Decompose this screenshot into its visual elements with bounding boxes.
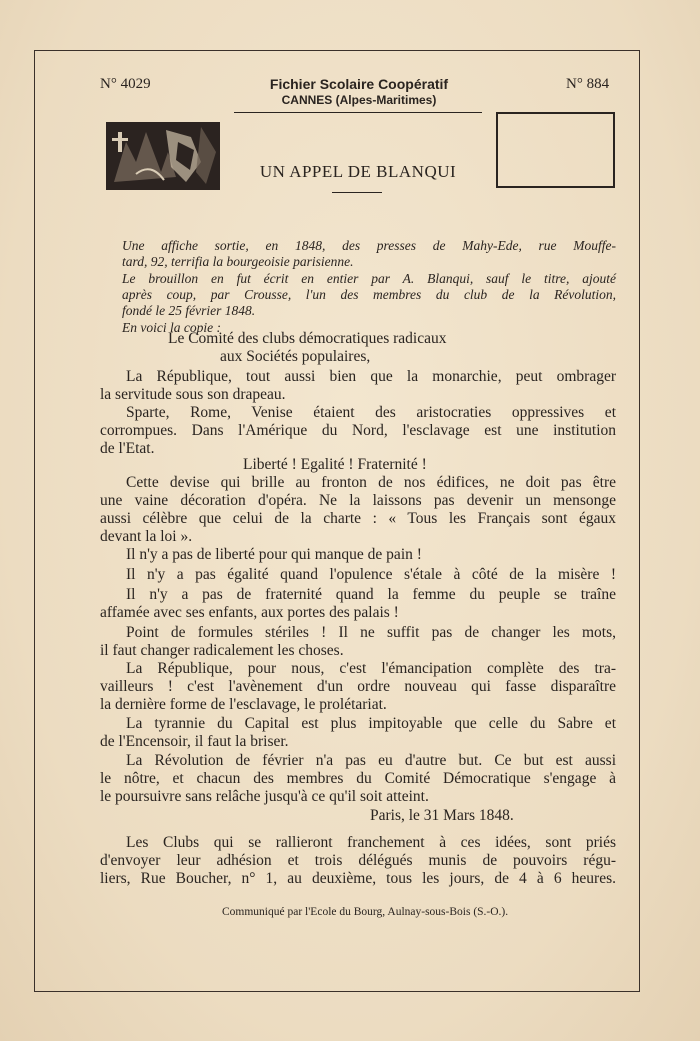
title-rule <box>332 192 382 193</box>
closing-line: d'envoyer leur adhésion et trois délégués munis de pouvoirs régu- <box>100 852 616 869</box>
body-line: Il n'y a pas de fraternité quand la femme du peuple se traîne <box>126 586 616 603</box>
body-line: une vaine décoration d'opéra. Ne la laissons pas devenir un mensonge <box>100 492 616 509</box>
body-line: la dernière forme de l'esclavage, le prolétariat. <box>100 696 387 713</box>
body-line: La Révolution de février n'a pas eu d'autre but. Ce but est aussi <box>126 752 616 769</box>
body-line: Il n'y a pas égalité quand l'opulence s'étale à côté de la misère ! <box>126 566 616 583</box>
body-line: corrompues. Dans l'Amérique du Nord, l'esclavage est une institution <box>100 422 616 439</box>
body-line: Il n'y a pas de liberté pour qui manque de pain ! <box>126 546 422 563</box>
stamp-box <box>496 112 615 188</box>
body-line: le poursuivre sans relâche jusqu'à ce qu'il soit atteint. <box>100 788 429 805</box>
woodcut-illustration <box>106 122 220 190</box>
body-line: vailleurs ! c'est l'avènement d'un ordre nouveau qui fasse disparaître <box>100 678 616 695</box>
header-rule <box>234 112 482 113</box>
body-line: Sparte, Rome, Venise étaient des aristocraties oppressives et <box>126 404 616 421</box>
intro-line: Le brouillon en fut écrit en entier par A. Blanqui, sauf le titre, ajouté <box>122 271 616 286</box>
body-line: devant la loi ». <box>100 528 193 545</box>
body-line: le nôtre, et chacun des membres du Comité Démocratique s'engage à <box>100 770 616 787</box>
intro-line: fondé le 25 février 1848. <box>122 303 256 318</box>
intro-line: Une affiche sortie, en 1848, des presses de Mahy-Ede, rue Mouffe- <box>122 238 616 253</box>
date-line: Paris, le 31 Mars 1848. <box>370 807 514 824</box>
closing-line: liers, Rue Boucher, n° 1, au deuxième, tous les jours, de 4 à 6 heures. <box>100 870 616 887</box>
body-line: La République, pour nous, c'est l'émancipation complète des tra- <box>126 660 616 677</box>
page-title: UN APPEL DE BLANQUI <box>259 162 457 181</box>
publisher-title: Fichier Scolaire Coopératif <box>269 76 449 92</box>
intro-line: après coup, par Crousse, l'un des membres du club de la Révolution, <box>122 287 616 302</box>
body-line: la servitude sous son drapeau. <box>100 386 286 403</box>
body-line: aussi célèbre que celui de la charte : « Tous les Français sont égaux <box>100 510 616 527</box>
intro-line: tard, 92, terrifia la bourgeoisie parisienne. <box>122 254 354 269</box>
closing-line: Les Clubs qui se rallieront franchement à ces idées, sont priés <box>126 834 616 851</box>
footer-credit: Communiqué par l'Ecole du Bourg, Aulnay-sous-Bois (S.-O.). <box>222 906 509 918</box>
body-line: Point de formules stériles ! Il ne suffit pas de changer les mots, <box>126 624 616 641</box>
sheet-number-right: N° 884 <box>566 76 610 92</box>
address-line: Le Comité des clubs démocratiques radicaux <box>168 330 447 347</box>
body-line: il faut changer radicalement les choses. <box>100 642 344 659</box>
body-line: de l'Encensoir, il faut la briser. <box>100 733 289 750</box>
body-line: affamée avec ses enfants, aux portes des palais ! <box>100 604 399 621</box>
body-line: La République, tout aussi bien que la monarchie, peut ombrager <box>126 368 616 385</box>
body-line: Cette devise qui brille au fronton de nos édifices, ne doit pas être <box>126 474 616 491</box>
publisher-location: CANNES (Alpes-Maritimes) <box>281 93 437 107</box>
body-line: de l'Etat. <box>100 440 155 457</box>
body-line: La tyrannie du Capital est plus impitoyable que celle du Sabre et <box>126 715 616 732</box>
motto-line: Liberté ! Egalité ! Fraternité ! <box>243 456 427 473</box>
intro-line: En voici la copie : <box>122 320 221 335</box>
address-line: aux Sociétés populaires, <box>220 348 371 365</box>
sheet-number-left: N° 4029 <box>100 76 151 92</box>
